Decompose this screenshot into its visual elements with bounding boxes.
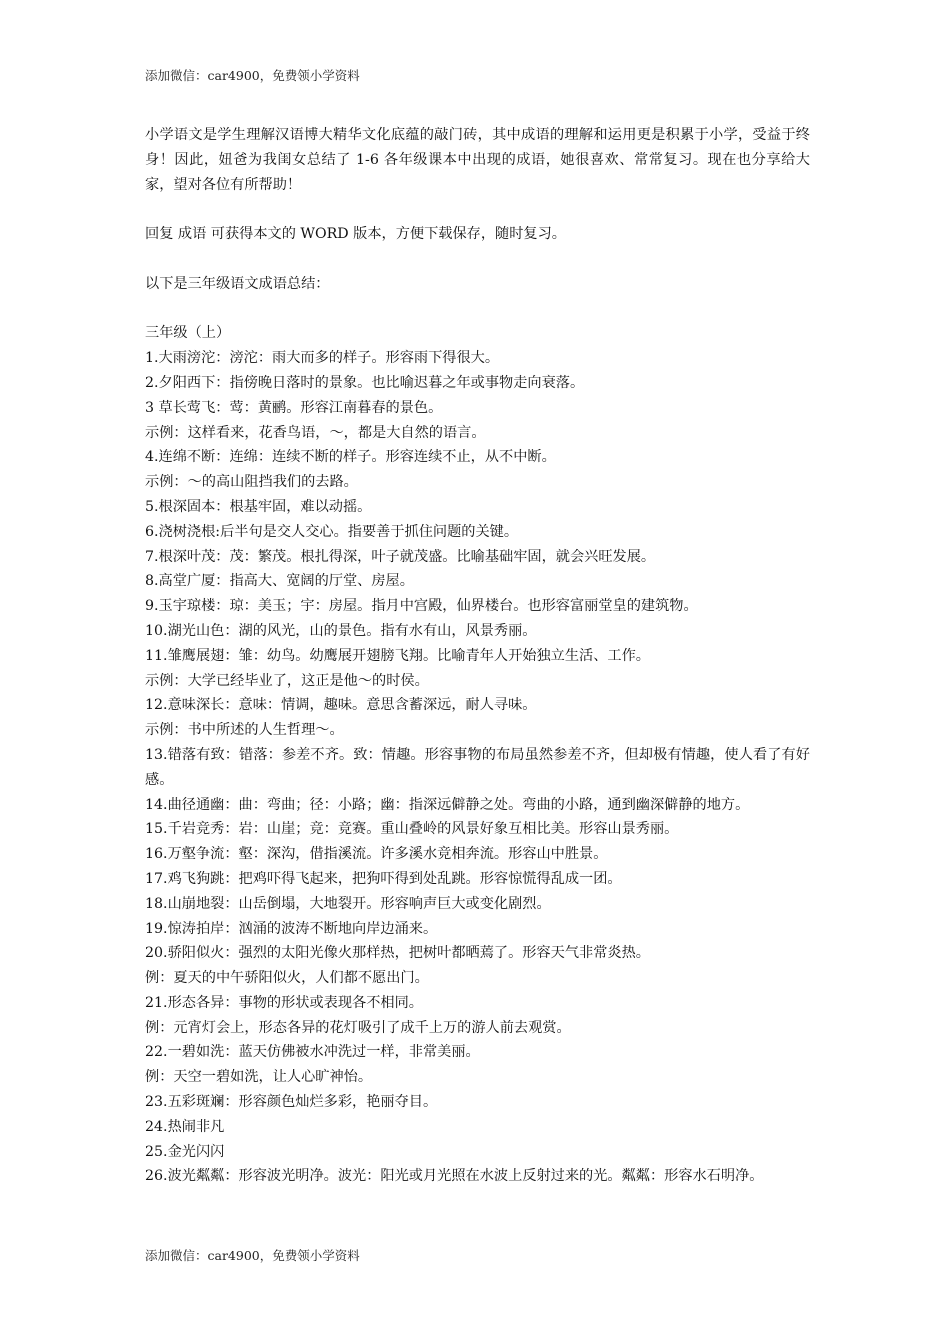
idiom-line: 示例：书中所述的人生哲理～。	[145, 722, 344, 739]
page-header-note: 添加微信：car4900，免费领小学资料	[145, 68, 360, 83]
idiom-line: 9.玉宇琼楼：琼：美玉；宇：房屋。指月中宫殿，仙界楼台。也形容富丽堂皇的建筑物。	[145, 598, 698, 615]
idiom-line: 6.浇树浇根:后半句是交人交心。指要善于抓住问题的关键。	[145, 523, 519, 540]
idiom-line: 5.根深固本：根基牢固，难以动摇。	[145, 498, 372, 515]
idiom-line: 21.形态各异：事物的形状或表现各不相同。	[145, 994, 423, 1011]
idiom-line: 11.雏鹰展翅：雏：幼鸟。幼鹰展开翅膀飞翔。比喻青年人开始独立生活、工作。	[145, 647, 650, 664]
idiom-line: 示例：大学已经毕业了，这正是他～的时侯。	[145, 672, 429, 689]
reply-note-paragraph: 回复 成语 可获得本文的 WORD 版本，方便下载保存，随时复习。	[145, 226, 566, 243]
idiom-line: 3 草长莺飞：莺：黄鹂。形容江南暮春的景色。	[145, 399, 443, 416]
intro-paragraph: 小学语文是学生理解汉语博大精华文化底蕴的敲门砖，其中成语的理解和运用更是积累于小学，受益于终身！因此，妞爸为我闺女总结了 1-6 各年级课本中出现的成语，她很喜欢、常常复习。现在也分享给大家，望对各位有所帮助！	[145, 127, 810, 193]
idiom-line: 25.金光闪闪	[145, 1143, 225, 1160]
idiom-line: 15.千岩竞秀：岩：山崖；竞：竞赛。重山叠岭的风景好象互相比美。形容山景秀丽。	[145, 821, 679, 838]
idiom-line: 24.热闹非凡	[145, 1118, 225, 1135]
idiom-line: 12.意味深长：意味：情调，趣味。意思含蓄深远，耐人寻味。	[145, 697, 537, 714]
idiom-line: 16.万壑争流：壑：深沟，借指溪流。许多溪水竞相奔流。形容山中胜景。	[145, 846, 608, 863]
idiom-line: 2.夕阳西下：指傍晚日落时的景象。也比喻迟暮之年或事物走向衰落。	[145, 374, 585, 391]
idiom-line: 4.连绵不断：连绵：连续不断的样子。形容连续不止，从不中断。	[145, 449, 556, 466]
idiom-line: 7.根深叶茂：茂：繁茂。根扎得深，叶子就茂盛。比喻基础牢固，就会兴旺发展。	[145, 548, 656, 565]
idiom-line: 14.曲径通幽：曲：弯曲；径：小路；幽：指深远僻静之处。弯曲的小路，通到幽深僻静的地方。	[145, 796, 750, 813]
idiom-line: 示例：这样看来，花香鸟语，～，都是大自然的语言。	[145, 424, 486, 441]
idiom-line: 22.一碧如洗：蓝天仿佛被水冲洗过一样，非常美丽。	[145, 1044, 480, 1061]
idiom-list	[145, 346, 810, 1189]
idiom-line: 20.骄阳似火：强烈的太阳光像火那样热，把树叶都晒蔫了。形容天气非常炎热。	[145, 945, 650, 962]
idiom-line: 例：夏天的中午骄阳似火，人们都不愿出门。	[145, 970, 429, 987]
idiom-line: 10.湖光山色：湖的风光，山的景色。指有水有山，风景秀丽。	[145, 622, 537, 639]
idiom-line: 1.大雨滂沱：滂沱：雨大而多的样子。形容雨下得很大。	[145, 350, 500, 367]
idiom-line: 示例：～的高山阻挡我们的去路。	[145, 474, 358, 491]
idiom-line: 23.五彩斑斓：形容颜色灿烂多彩，艳丽夺目。	[145, 1094, 438, 1111]
idiom-line: 18.山崩地裂：山岳倒塌，大地裂开。形容响声巨大或变化剧烈。	[145, 895, 551, 912]
document-body	[145, 123, 810, 1189]
idiom-line: 19.惊涛拍岸：汹涌的波涛不断地向岸边涌来。	[145, 920, 438, 937]
idiom-line: 8.高堂广厦：指高大、宽阔的厅堂、房屋。	[145, 573, 414, 590]
idiom-line: 17.鸡飞狗跳：把鸡吓得飞起来，把狗吓得到处乱跳。形容惊慌得乱成一团。	[145, 870, 622, 887]
idiom-line: 例：元宵灯会上，形态各异的花灯吸引了成千上万的游人前去观赏。	[145, 1019, 571, 1036]
section-title: 三年级（上）	[145, 325, 231, 342]
page-footer-note: 添加微信：car4900，免费领小学资料	[145, 1248, 360, 1263]
idiom-line: 26.波光粼粼：形容波光明净。波光：阳光或月光照在水波上反射过来的光。粼粼：形容水石明净。	[145, 1168, 764, 1185]
summary-intro-paragraph: 以下是三年级语文成语总结：	[145, 275, 330, 292]
idiom-line: 13.错落有致：错落：参差不齐。致：情趣。形容事物的布局虽然参差不齐，但却极有情趣，使人看了有好感。	[145, 746, 810, 788]
idiom-line: 例：天空一碧如洗，让人心旷神怡。	[145, 1069, 373, 1086]
